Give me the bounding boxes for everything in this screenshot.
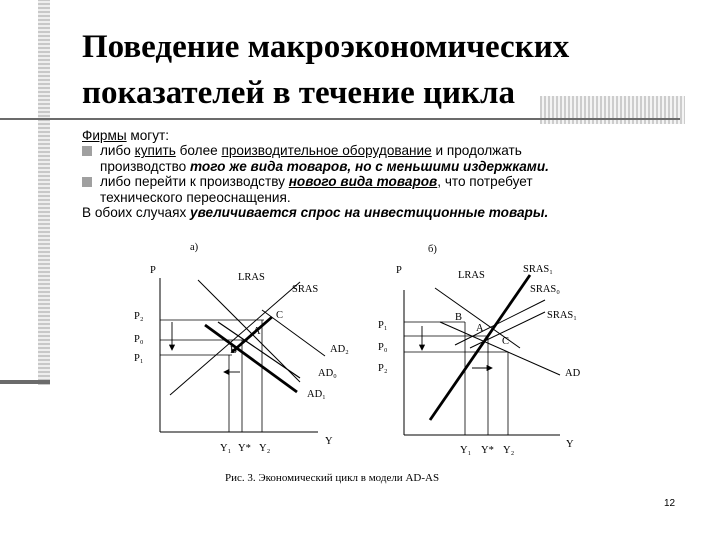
panel-b-y2-label: Y₂ [503, 445, 515, 456]
panel-a-supply-shift-line [232, 317, 272, 352]
panel-a-yf-label: Y* [238, 443, 251, 454]
panel-b-lras-label: LRAS [458, 270, 485, 281]
c-text-a: В обоих случаях [82, 205, 191, 221]
b2-text-d: технического переоснащения. [100, 189, 291, 205]
panel-b-sras0-curve [455, 300, 545, 345]
panel-a-labels [134, 242, 349, 454]
panel-a-title: а) [190, 242, 199, 253]
panel-a-ad2-label: AD₂ [330, 344, 349, 355]
panel-b-p0-label: P₀ [378, 342, 388, 353]
panel-b-p2-label: P₂ [378, 363, 388, 374]
b1-text-e: и продолжать [431, 143, 522, 159]
panel-b-point-c: C [502, 336, 510, 347]
panel-b-sras0-label: SRAS₀ [530, 284, 560, 295]
panel-a-point-a: A [253, 326, 261, 337]
panel-a-y2-label: Y₂ [259, 443, 271, 454]
intro-rest: могут: [126, 128, 170, 143]
b1-text-a: либо [100, 143, 135, 159]
b1-text-d: производительное оборудование [221, 143, 432, 159]
panel-b-point-a: A [476, 323, 484, 334]
panel-a [160, 278, 325, 432]
panel-b-p-axis-label: P [396, 265, 402, 276]
panel-a-point-b: B [230, 345, 238, 356]
panel-b-lras-new-curve [430, 275, 530, 420]
panel-b [404, 275, 560, 435]
panel-a-p2-label: P₂ [134, 311, 144, 322]
title-line-2: показателей в течение цикла [82, 75, 516, 111]
panel-b-sras1-top-label: SRAS₁ [523, 264, 553, 275]
panel-a-y-axis-label: Y [325, 436, 333, 447]
b1-text-c: более [175, 143, 222, 159]
b1-text-f: производство [100, 158, 190, 174]
panel-a-ad1-label: AD₁ [307, 389, 326, 400]
panel-a-sras-curve [170, 282, 300, 395]
title-line-1: Поведение макроэкономических [82, 29, 570, 65]
panel-a-lras-label: LRAS [238, 272, 265, 283]
b2-text-a: либо перейти к производству [100, 174, 289, 190]
panel-b-title: б) [428, 244, 437, 255]
b2-text-c: , что потребует [437, 174, 533, 190]
panel-a-point-c: C [276, 310, 284, 321]
b2-text-b: нового вида товаров [288, 174, 438, 190]
panel-b-p1-label: P₁ [378, 320, 388, 331]
panel-a-y1-label: Y₁ [220, 443, 232, 454]
panel-b-yf-label: Y* [481, 445, 494, 456]
page-number: 12 [664, 498, 676, 509]
panel-b-point-b: B [455, 312, 463, 323]
panel-b-ad-curve [440, 322, 560, 375]
panel-b-y-axis-label: Y [566, 439, 574, 450]
panel-a-ad0-label: AD₀ [318, 368, 337, 379]
panel-a-sras-label: SRAS [292, 284, 319, 295]
panel-a-p-axis-label: P [150, 265, 156, 276]
panel-b-ad-label: AD [565, 368, 581, 379]
panel-b-sras1-right-label: SRAS₁ [547, 310, 577, 321]
c-text-b: увеличивается спрос на инвестиционные товары. [190, 205, 549, 221]
b1-text-b: купить [134, 143, 176, 159]
figure-caption: Рис. 3. Экономический цикл в модели AD-AS [225, 472, 440, 484]
panel-a-p0-label: P₀ [134, 334, 144, 345]
panel-a-p1-label: P₁ [134, 353, 144, 364]
panel-b-y1-label: Y₁ [460, 445, 472, 456]
firms-word: Фирмы [82, 128, 127, 143]
b1-text-g: того же вида товаров, но с меньшими издержками. [190, 158, 549, 174]
